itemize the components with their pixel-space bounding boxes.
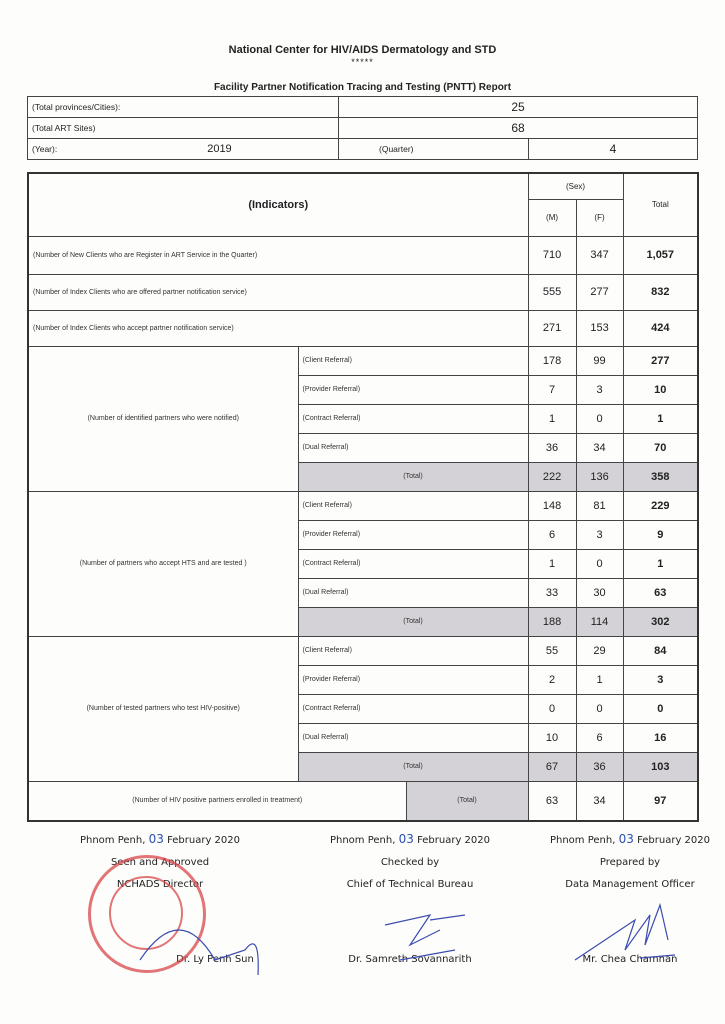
male-value: 1	[528, 549, 576, 578]
total-value: 84	[623, 636, 698, 665]
female-value: 34	[576, 781, 623, 821]
female-value: 277	[576, 274, 623, 310]
date: February 2020	[637, 835, 711, 846]
female-header: (F)	[576, 199, 623, 236]
role-line: Seen and Approved	[110, 857, 210, 868]
female-value: 1	[576, 665, 623, 694]
female-value: 36	[576, 752, 623, 781]
referral-label: (Client Referral)	[298, 491, 528, 520]
signature-officer	[575, 905, 675, 960]
signature-chief	[385, 915, 465, 960]
total-value: 1	[623, 404, 698, 433]
day: 03	[398, 832, 414, 846]
day: 03	[618, 832, 634, 846]
day: 03	[148, 832, 164, 846]
referral-label: (Contract Referral)	[298, 549, 528, 578]
total-value: 229	[623, 491, 698, 520]
indicator-label: (Number of New Clients who are Register in ART Service in the Quarter)	[28, 236, 528, 274]
signer-name: Dr. Samreth Sovannarith	[348, 954, 472, 965]
total-value: 358	[623, 462, 698, 491]
provinces-label: (Total provinces/Cities):	[28, 97, 339, 118]
female-value: 34	[576, 433, 623, 462]
section-label: (Number of partners who accept HTS and are tested )	[28, 491, 298, 636]
total-value: 9	[623, 520, 698, 549]
male-value: 2	[528, 665, 576, 694]
referral-label: (Dual Referral)	[298, 433, 528, 462]
indicator-label: (Number of HIV positive partners enrolled in treatment)	[28, 781, 406, 821]
total-value: 97	[623, 781, 698, 821]
section-label: (Number of identified partners who were notified)	[28, 346, 298, 491]
art-sites-value: 68	[339, 118, 698, 139]
signature-director	[140, 930, 258, 975]
male-value: 148	[528, 491, 576, 520]
subtotal-label: (Total)	[298, 752, 528, 781]
female-value: 0	[576, 694, 623, 723]
total-value: 1	[623, 549, 698, 578]
year-value: 2019	[207, 143, 232, 155]
indicators-header: (Indicators)	[28, 173, 528, 236]
male-value: 0	[528, 694, 576, 723]
section-label: (Number of tested partners who test HIV-positive)	[28, 636, 298, 781]
male-value: 67	[528, 752, 576, 781]
place: Phnom Penh,	[549, 835, 616, 846]
female-value: 30	[576, 578, 623, 607]
referral-label: (Dual Referral)	[298, 578, 528, 607]
female-value: 153	[576, 310, 623, 346]
female-value: 99	[576, 346, 623, 375]
indicator-label: (Number of Index Clients who are offered partner notification service)	[28, 274, 528, 310]
male-value: 55	[528, 636, 576, 665]
male-value: 222	[528, 462, 576, 491]
total-value: 0	[623, 694, 698, 723]
total-value: 103	[623, 752, 698, 781]
report-title: Facility Partner Notification Tracing and Testing (PNTT) Report	[213, 82, 512, 93]
total-value: 70	[623, 433, 698, 462]
role-line: Checked by	[380, 857, 440, 868]
title-line: Data Management Officer	[565, 879, 695, 890]
sex-header: (Sex)	[528, 173, 623, 199]
female-value: 81	[576, 491, 623, 520]
year-label: (Year):	[32, 144, 58, 154]
title-line: Chief of Technical Bureau	[346, 879, 474, 890]
male-value: 7	[528, 375, 576, 404]
provinces-value: 25	[339, 97, 698, 118]
female-value: 0	[576, 549, 623, 578]
total-value: 1,057	[623, 236, 698, 274]
org-name: National Center for HIV/AIDS Dermatology and STD	[228, 44, 497, 56]
quarter-label: (Quarter)	[339, 139, 529, 160]
referral-label: (Contract Referral)	[298, 694, 528, 723]
date: February 2020	[167, 835, 241, 846]
male-header: (M)	[528, 199, 576, 236]
total-value: 10	[623, 375, 698, 404]
total-value: 3	[623, 665, 698, 694]
subtotal-label: (Total)	[406, 781, 528, 821]
male-value: 710	[528, 236, 576, 274]
referral-label: (Contract Referral)	[298, 404, 528, 433]
referral-label: (Provider Referral)	[298, 520, 528, 549]
referral-label: (Provider Referral)	[298, 375, 528, 404]
date: February 2020	[417, 835, 491, 846]
subtotal-label: (Total)	[298, 462, 528, 491]
female-value: 3	[576, 520, 623, 549]
referral-label: (Client Referral)	[298, 636, 528, 665]
total-header: Total	[623, 173, 698, 236]
female-value: 347	[576, 236, 623, 274]
male-value: 178	[528, 346, 576, 375]
signer-name: Mr. Chea Chamnan	[582, 954, 678, 965]
male-value: 1	[528, 404, 576, 433]
total-value: 277	[623, 346, 698, 375]
place: Phnom Penh,	[79, 835, 146, 846]
male-value: 6	[528, 520, 576, 549]
male-value: 36	[528, 433, 576, 462]
referral-label: (Client Referral)	[298, 346, 528, 375]
art-sites-label: (Total ART Sites)	[28, 118, 339, 139]
signer-name: Dr. Ly Penh Sun	[176, 954, 254, 965]
male-value: 63	[528, 781, 576, 821]
female-value: 0	[576, 404, 623, 433]
total-value: 832	[623, 274, 698, 310]
referral-label: (Provider Referral)	[298, 665, 528, 694]
male-value: 188	[528, 607, 576, 636]
male-value: 271	[528, 310, 576, 346]
female-value: 136	[576, 462, 623, 491]
female-value: 6	[576, 723, 623, 752]
stars: *****	[351, 57, 374, 67]
title-line: NCHADS Director	[116, 879, 204, 890]
female-value: 3	[576, 375, 623, 404]
subtotal-label: (Total)	[298, 607, 528, 636]
male-value: 10	[528, 723, 576, 752]
total-value: 16	[623, 723, 698, 752]
referral-label: (Dual Referral)	[298, 723, 528, 752]
male-value: 555	[528, 274, 576, 310]
male-value: 33	[528, 578, 576, 607]
female-value: 114	[576, 607, 623, 636]
total-value: 424	[623, 310, 698, 346]
total-value: 302	[623, 607, 698, 636]
indicator-label: (Number of Index Clients who accept partner notification service)	[28, 310, 528, 346]
female-value: 29	[576, 636, 623, 665]
role-line: Prepared by	[599, 857, 661, 868]
quarter-value: 4	[529, 139, 698, 160]
total-value: 63	[623, 578, 698, 607]
place: Phnom Penh,	[329, 835, 396, 846]
